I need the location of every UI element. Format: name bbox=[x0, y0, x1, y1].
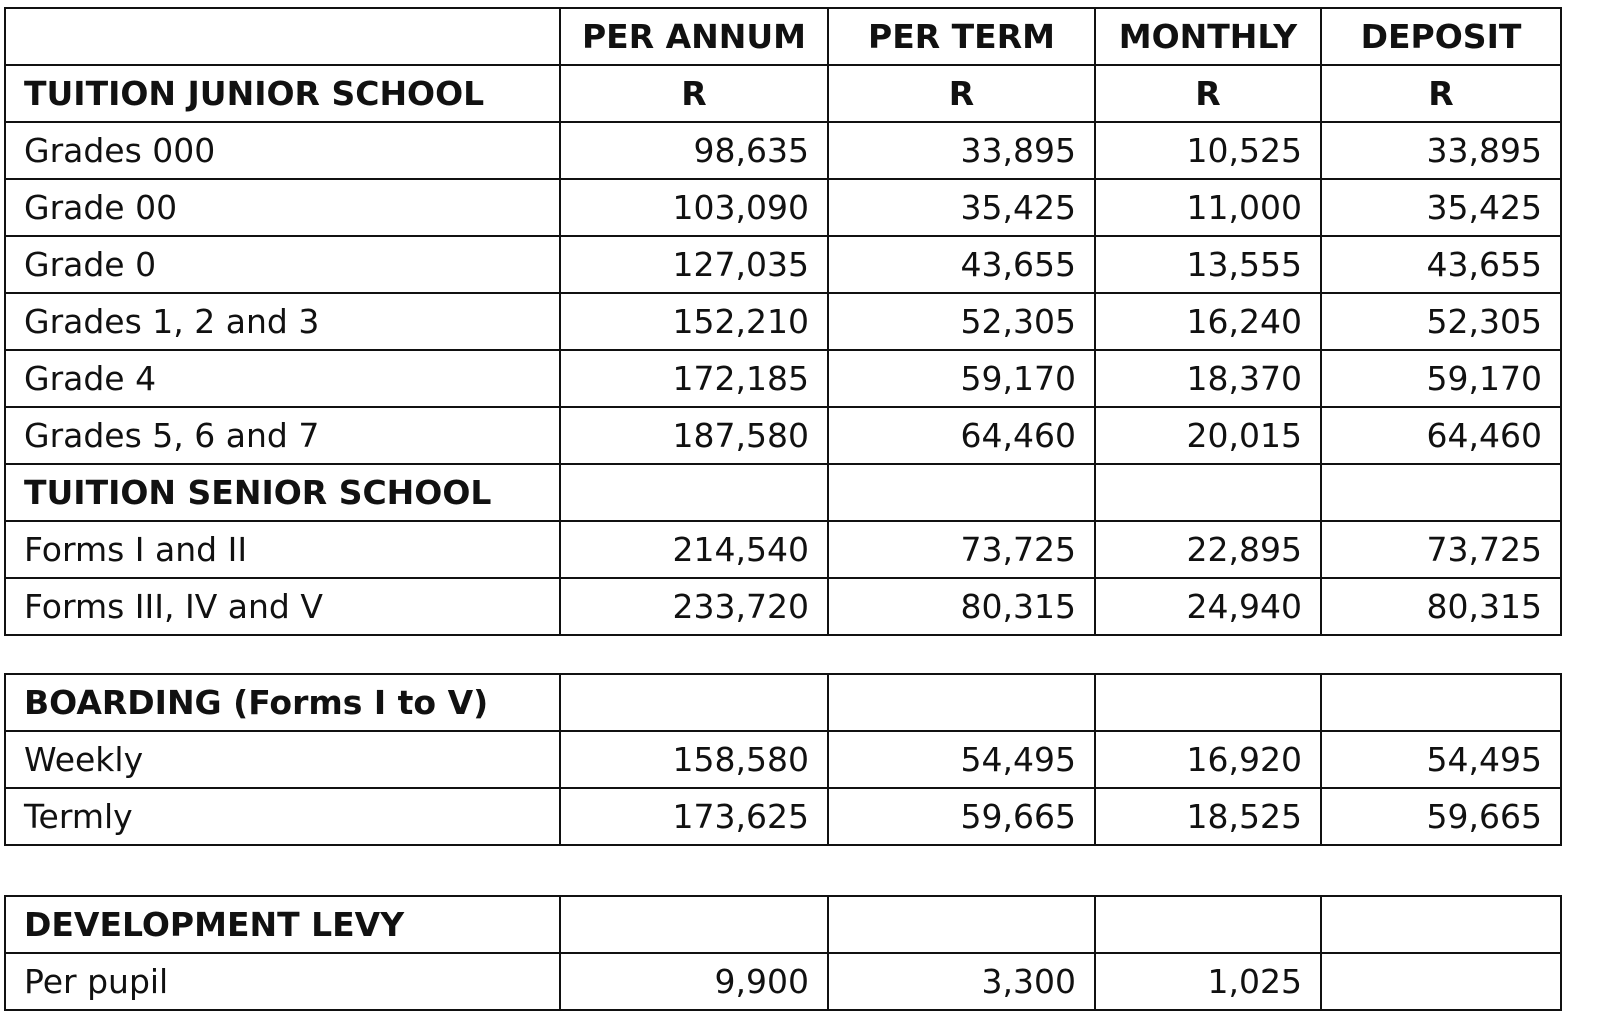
deposit-value: 52,305 bbox=[1321, 293, 1561, 350]
deposit-value bbox=[1321, 953, 1561, 1010]
row-label: Grade 0 bbox=[5, 236, 560, 293]
monthly-value: 16,920 bbox=[1095, 731, 1321, 788]
row-label: Grades 1, 2 and 3 bbox=[5, 293, 560, 350]
currency-label: R bbox=[828, 65, 1095, 122]
monthly-value: 18,525 bbox=[1095, 788, 1321, 845]
deposit-value: 80,315 bbox=[1321, 578, 1561, 635]
per-term-value: 35,425 bbox=[828, 179, 1095, 236]
monthly-value: 13,555 bbox=[1095, 236, 1321, 293]
currency-label: R bbox=[560, 65, 828, 122]
row-label: Forms III, IV and V bbox=[5, 578, 560, 635]
per-annum-value: 233,720 bbox=[560, 578, 828, 635]
row-label: Weekly bbox=[5, 731, 560, 788]
monthly-value: 1,025 bbox=[1095, 953, 1321, 1010]
row-label: Per pupil bbox=[5, 953, 560, 1010]
section-header-row bbox=[5, 464, 1561, 521]
monthly-value: 24,940 bbox=[1095, 578, 1321, 635]
section-title-boarding: BOARDING (Forms I to V) bbox=[5, 674, 560, 731]
deposit-value: 64,460 bbox=[1321, 407, 1561, 464]
per-annum-value: 173,625 bbox=[560, 788, 828, 845]
monthly-value: 16,240 bbox=[1095, 293, 1321, 350]
per-annum-value: 103,090 bbox=[560, 179, 828, 236]
per-annum-value: 98,635 bbox=[560, 122, 828, 179]
empty-cell bbox=[560, 464, 828, 521]
header-blank-cell bbox=[5, 8, 560, 65]
empty-cell bbox=[560, 896, 828, 953]
monthly-value: 22,895 bbox=[1095, 521, 1321, 578]
per-annum-value: 127,035 bbox=[560, 236, 828, 293]
tuition-fees-table bbox=[4, 7, 1562, 636]
monthly-value: 20,015 bbox=[1095, 407, 1321, 464]
row-label: Grade 4 bbox=[5, 350, 560, 407]
empty-cell bbox=[1321, 464, 1561, 521]
per-term-value: 52,305 bbox=[828, 293, 1095, 350]
per-term-value: 3,300 bbox=[828, 953, 1095, 1010]
per-term-value: 33,895 bbox=[828, 122, 1095, 179]
per-term-value: 73,725 bbox=[828, 521, 1095, 578]
table-row bbox=[5, 407, 1561, 464]
empty-cell bbox=[1095, 896, 1321, 953]
empty-cell bbox=[1321, 896, 1561, 953]
monthly-value: 10,525 bbox=[1095, 122, 1321, 179]
column-header-monthly: MONTHLY bbox=[1095, 8, 1321, 65]
deposit-value: 35,425 bbox=[1321, 179, 1561, 236]
section-header-row bbox=[5, 896, 1561, 953]
per-term-value: 59,170 bbox=[828, 350, 1095, 407]
row-label: Grades 5, 6 and 7 bbox=[5, 407, 560, 464]
section-title-senior: TUITION SENIOR SCHOOL bbox=[5, 464, 560, 521]
deposit-value: 59,170 bbox=[1321, 350, 1561, 407]
per-annum-value: 152,210 bbox=[560, 293, 828, 350]
deposit-value: 43,655 bbox=[1321, 236, 1561, 293]
table-row bbox=[5, 350, 1561, 407]
row-label: Grade 00 bbox=[5, 179, 560, 236]
per-annum-value: 158,580 bbox=[560, 731, 828, 788]
section-header-row bbox=[5, 674, 1561, 731]
row-label: Grades 000 bbox=[5, 122, 560, 179]
empty-cell bbox=[828, 464, 1095, 521]
per-annum-value: 187,580 bbox=[560, 407, 828, 464]
column-header-row bbox=[5, 8, 1561, 65]
empty-cell bbox=[560, 674, 828, 731]
section-title-junior: TUITION JUNIOR SCHOOL bbox=[5, 65, 560, 122]
currency-label: R bbox=[1095, 65, 1321, 122]
table-row bbox=[5, 731, 1561, 788]
empty-cell bbox=[1321, 674, 1561, 731]
boarding-fees-table bbox=[4, 673, 1562, 846]
table-row bbox=[5, 293, 1561, 350]
per-annum-value: 214,540 bbox=[560, 521, 828, 578]
development-levy-table bbox=[4, 895, 1562, 1011]
deposit-value: 59,665 bbox=[1321, 788, 1561, 845]
currency-label: R bbox=[1321, 65, 1561, 122]
empty-cell bbox=[828, 896, 1095, 953]
deposit-value: 33,895 bbox=[1321, 122, 1561, 179]
table-row bbox=[5, 236, 1561, 293]
monthly-value: 18,370 bbox=[1095, 350, 1321, 407]
table-row bbox=[5, 788, 1561, 845]
per-annum-value: 9,900 bbox=[560, 953, 828, 1010]
column-header-deposit: DEPOSIT bbox=[1321, 8, 1561, 65]
section-title-levy: DEVELOPMENT LEVY bbox=[5, 896, 560, 953]
monthly-value: 11,000 bbox=[1095, 179, 1321, 236]
column-header-per-term: PER TERM bbox=[828, 8, 1095, 65]
row-label: Forms I and II bbox=[5, 521, 560, 578]
deposit-value: 73,725 bbox=[1321, 521, 1561, 578]
table-row bbox=[5, 122, 1561, 179]
per-term-value: 54,495 bbox=[828, 731, 1095, 788]
table-row bbox=[5, 521, 1561, 578]
per-annum-value: 172,185 bbox=[560, 350, 828, 407]
currency-row bbox=[5, 65, 1561, 122]
deposit-value: 54,495 bbox=[1321, 731, 1561, 788]
table-row bbox=[5, 953, 1561, 1010]
table-row bbox=[5, 578, 1561, 635]
empty-cell bbox=[1095, 674, 1321, 731]
column-header-per-annum: PER ANNUM bbox=[560, 8, 828, 65]
per-term-value: 80,315 bbox=[828, 578, 1095, 635]
per-term-value: 64,460 bbox=[828, 407, 1095, 464]
empty-cell bbox=[1095, 464, 1321, 521]
empty-cell bbox=[828, 674, 1095, 731]
table-row bbox=[5, 179, 1561, 236]
row-label: Termly bbox=[5, 788, 560, 845]
per-term-value: 59,665 bbox=[828, 788, 1095, 845]
per-term-value: 43,655 bbox=[828, 236, 1095, 293]
